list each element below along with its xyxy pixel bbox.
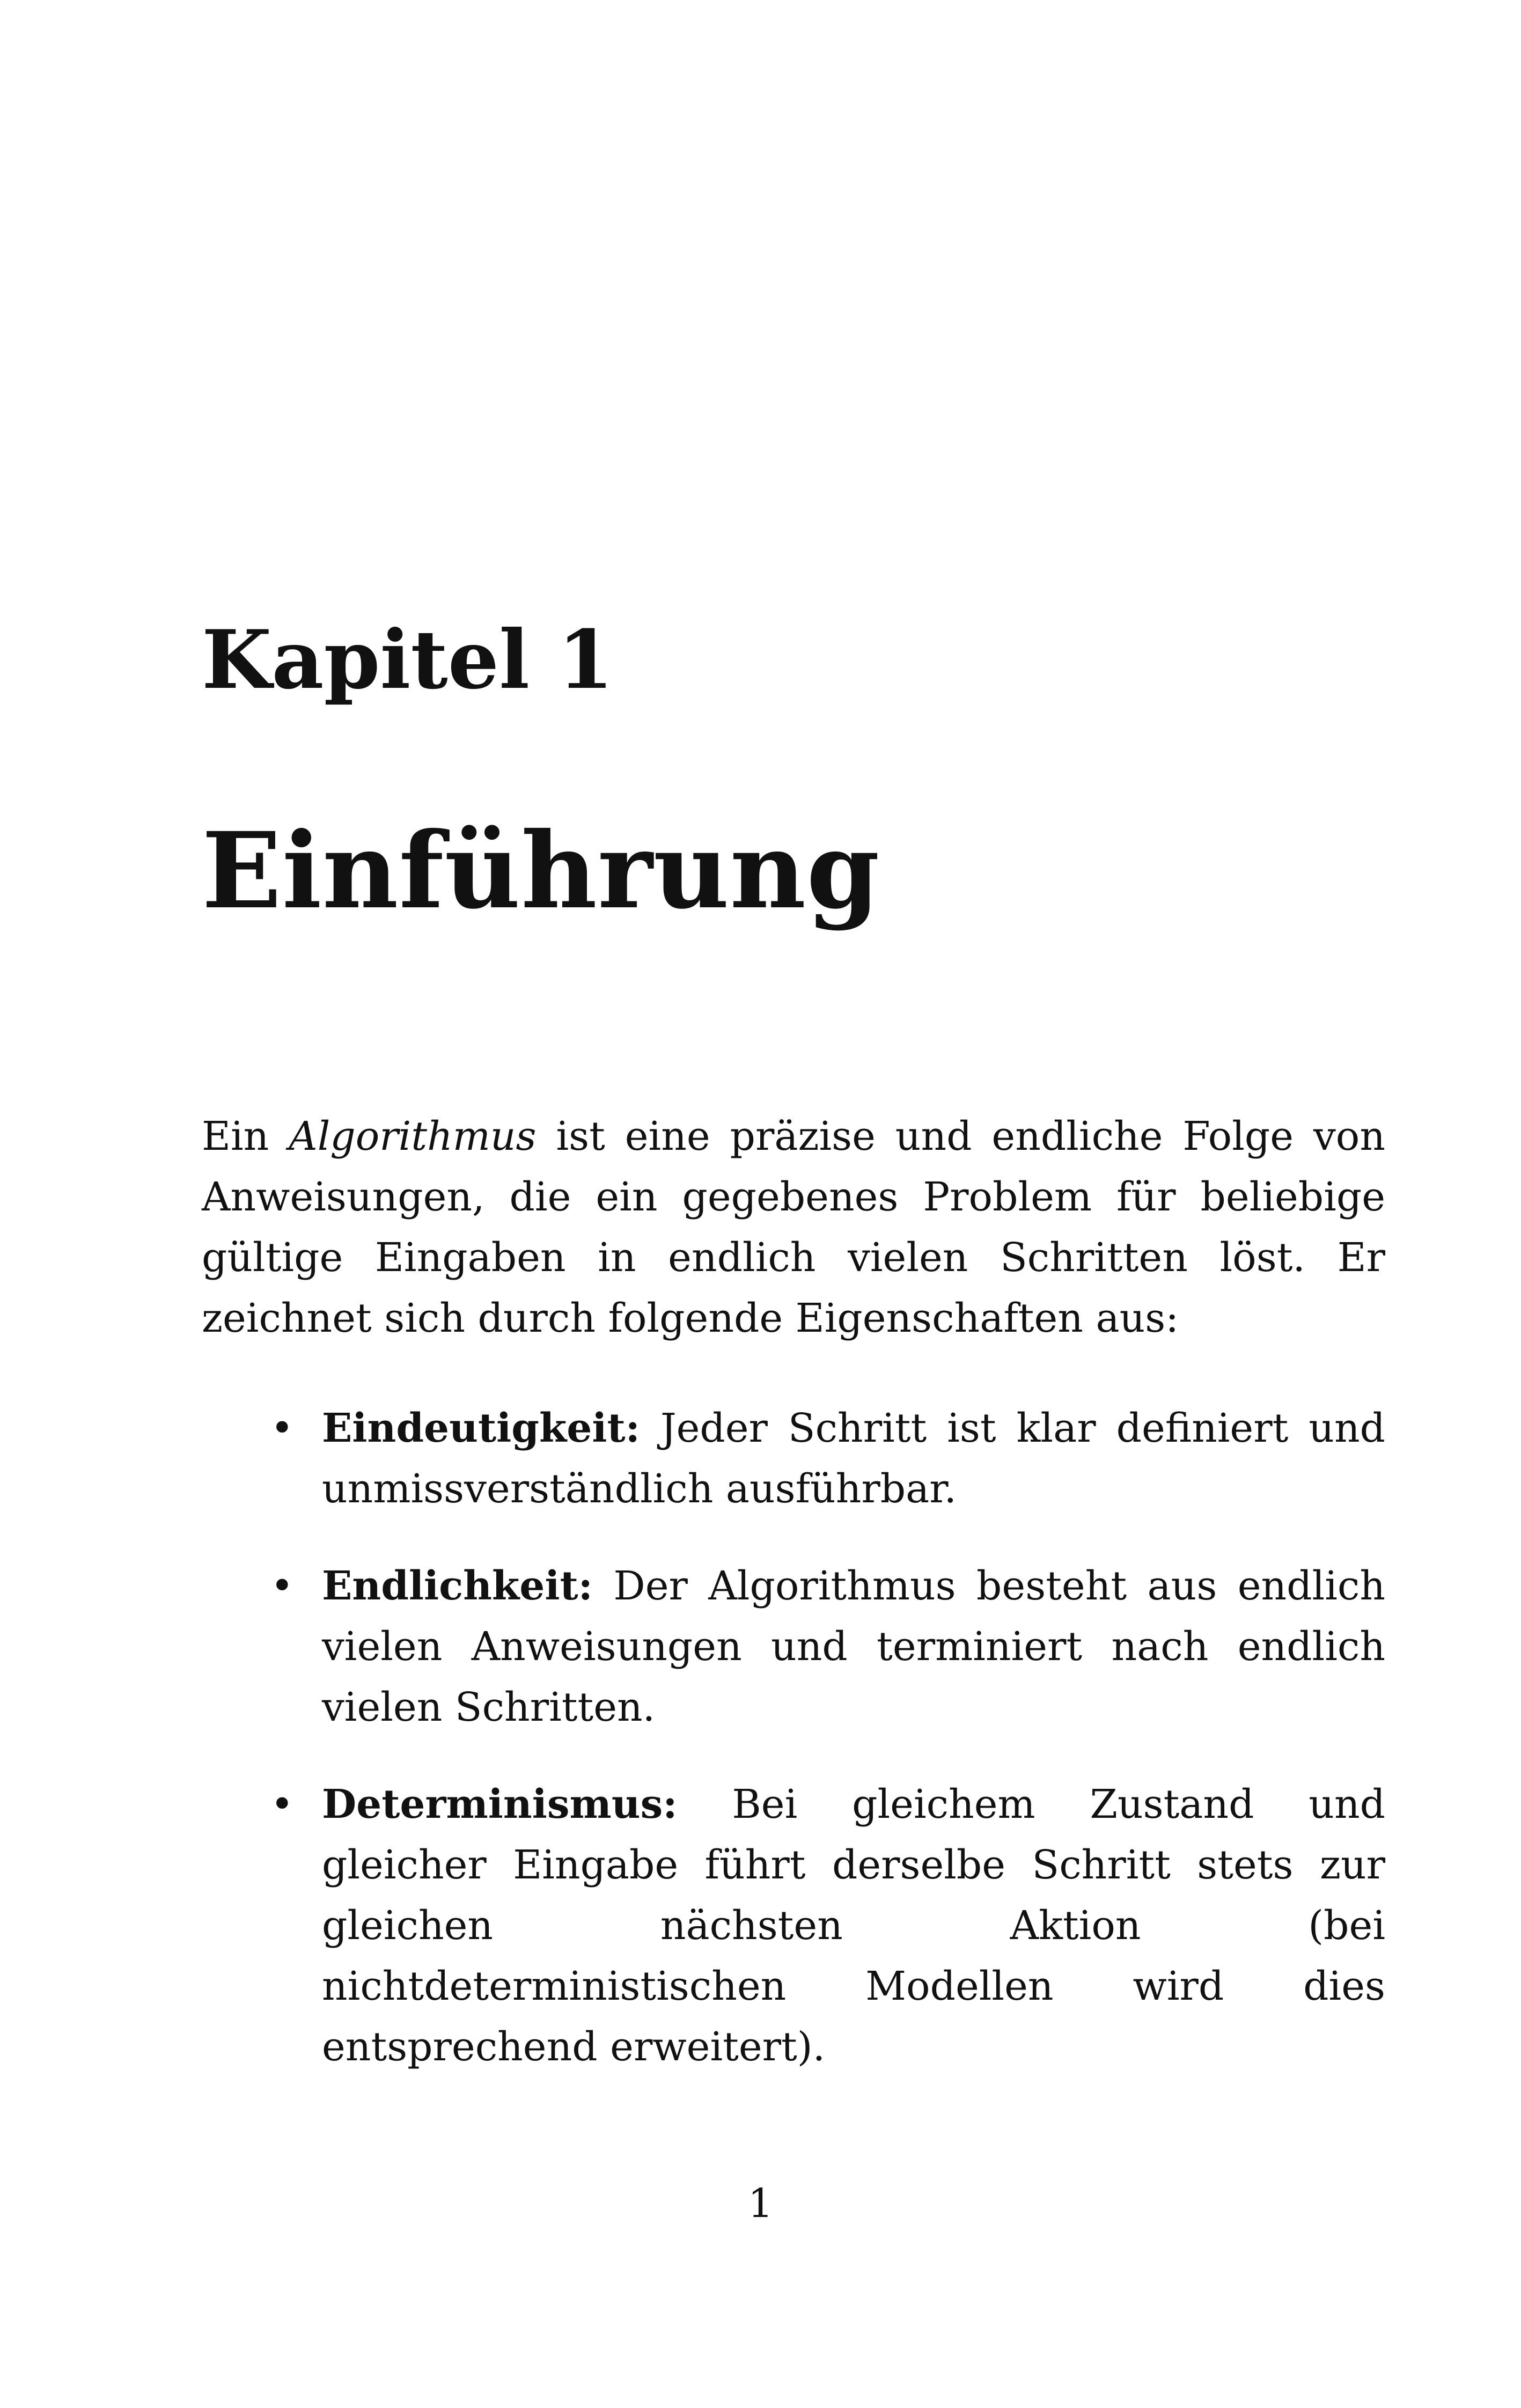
bullet-icon: • [270,1405,294,1451]
intro-paragraph [202,1106,1385,1349]
bullet-icon: • [270,1563,294,1609]
page-number: 1 [747,2181,774,2227]
algorithm-properties-list [202,1398,1385,2114]
property-description: Der Algorithmus besteht aus endlich vielen Anweisungen und terminiert nach endlich vielen Schritten. [322,1563,1385,1730]
property-description: Jeder Schritt ist klar definiert und unmissverständlich ausführbar. [322,1405,1385,1512]
bullet-icon: • [270,1781,294,1827]
property-description: Bei gleichem Zustand und gleicher Eingabe führt derselbe Schritt stets zur gleichen nächsten Aktion (bei nichtdeterministischen Modellen wird dies entsprechend erweitert). [322,1781,1385,2070]
property-item-determinismus [202,1774,1385,2077]
chapter-label: Kapitel 1 [202,613,614,707]
algorithm-term: Algorithmus [289,1113,537,1159]
property-item-eindeutigkeit [202,1398,1385,1519]
intro-text-end: ist eine präzise und endliche Folge von Anweisungen, die ein gegebenes Problem für beliebige gültige Eingaben in endlich vielen Schritten löst. Er zeichnet sich durch folgende Eigenschaften aus: [202,1113,1385,1341]
property-item-endlichkeit [202,1556,1385,1738]
property-term: Determinismus: [322,1781,678,1827]
property-term: Eindeutigkeit: [322,1405,640,1451]
property-term: Endlichkeit: [322,1563,593,1609]
chapter-title: Einführung [202,809,880,932]
intro-text-start: Ein [202,1113,289,1159]
